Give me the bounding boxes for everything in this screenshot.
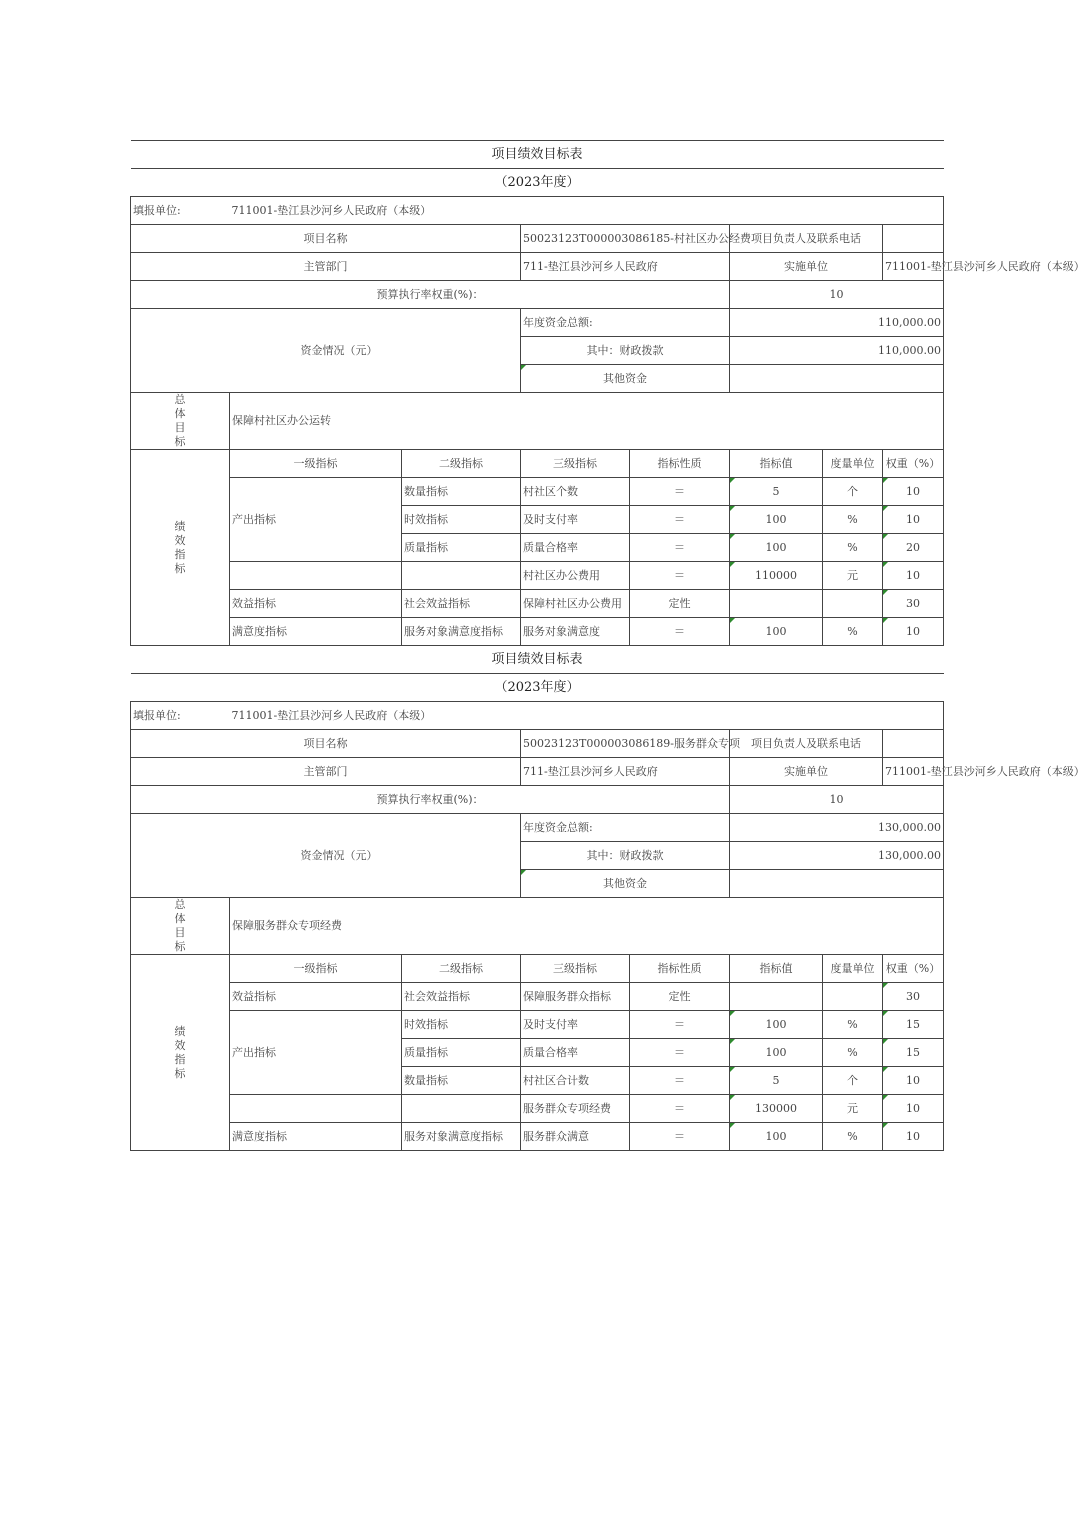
table-1-title-row xyxy=(131,141,944,169)
table-1-row-1-nature: ＝ xyxy=(630,478,730,506)
table-1-impl-label: 实施单位 xyxy=(730,253,883,281)
table-1-goal-label: 总体目标 xyxy=(131,393,230,450)
table-2-row-2-nature: ＝ xyxy=(630,1011,730,1039)
table-2-row-2-value: 100 xyxy=(730,1011,823,1039)
table-2-row-3-value: 100 xyxy=(730,1039,823,1067)
table-2-row-5-l1 xyxy=(230,1095,402,1123)
table-1-row-6-unit: % xyxy=(823,618,883,646)
table-1-budget-row xyxy=(131,281,944,309)
performance-target-table xyxy=(130,140,1085,1151)
table-1-row-6-weight: 10 xyxy=(883,618,944,646)
table-2-row-5-l2 xyxy=(402,1095,521,1123)
table-2-budget-weight-label: 预算执行率权重(%)： xyxy=(131,786,730,814)
table-1-row-1-weight: 10 xyxy=(883,478,944,506)
table-row xyxy=(131,1095,944,1123)
table-1-dept-label: 主管部门 xyxy=(131,253,521,281)
table-2-row-1-l2: 社会效益指标 xyxy=(402,983,521,1011)
table-1-row-3-l2: 质量指标 xyxy=(402,534,521,562)
table-2-fiscal: 130,000.00 xyxy=(730,842,944,870)
table-2-project-name: 50023123T000003086189-服务群众专项 xyxy=(521,730,730,758)
table-2-goal-row xyxy=(131,898,944,955)
table-1-row-4-unit: 元 xyxy=(823,562,883,590)
table-2-row-5-value: 130000 xyxy=(730,1095,823,1123)
table-2-unit-row xyxy=(131,702,944,730)
table-1-fiscal: 110,000.00 xyxy=(730,337,944,365)
table-1-row-5-l2: 社会效益指标 xyxy=(402,590,521,618)
table-1-owner-value xyxy=(883,225,944,253)
table-2-row-2-weight: 15 xyxy=(883,1011,944,1039)
table-1-other xyxy=(730,365,944,393)
table-2-row-6-l1: 满意度指标 xyxy=(230,1123,402,1151)
table-1-header-l2: 二级指标 xyxy=(402,450,521,478)
table-1-row-4-weight: 10 xyxy=(883,562,944,590)
table-2-perf-header-row xyxy=(131,955,944,983)
table-row xyxy=(131,983,944,1011)
table-2-row-1-unit xyxy=(823,983,883,1011)
table-1-row-5-weight: 30 xyxy=(883,590,944,618)
table-1-row-6-value: 100 xyxy=(730,618,823,646)
table-2-header-value: 指标值 xyxy=(730,955,823,983)
table-2-title-row xyxy=(131,646,944,674)
table-1-goal: 保障村社区办公运转 xyxy=(230,393,944,450)
table-1-row-5-l3: 保障村社区办公费用 xyxy=(521,590,630,618)
table-2-annual-total: 130,000.00 xyxy=(730,814,944,842)
table-1-row-6-l2: 服务对象满意度指标 xyxy=(402,618,521,646)
table-2-owner-value xyxy=(883,730,944,758)
table-2-title: 项目绩效目标表 xyxy=(131,646,944,674)
table-1-row-3-weight: 20 xyxy=(883,534,944,562)
table-1-dept-value: 711-垫江县沙河乡人民政府 xyxy=(521,253,730,281)
table-1-row-4-nature: ＝ xyxy=(630,562,730,590)
table-1-row-4-l1 xyxy=(230,562,402,590)
table-2-budget-row xyxy=(131,786,944,814)
table-1-row-6-nature: ＝ xyxy=(630,618,730,646)
table-2-row-5-l3: 服务群众专项经费 xyxy=(521,1095,630,1123)
table-2-row-3-nature: ＝ xyxy=(630,1039,730,1067)
table-1-goal-row xyxy=(131,393,944,450)
table-1-row-5-value xyxy=(730,590,823,618)
table-1-header-value: 指标值 xyxy=(730,450,823,478)
table-2-owner-label: 项目负责人及联系电话 xyxy=(730,730,883,758)
table-1-annual-total: 110,000.00 xyxy=(730,309,944,337)
table-2-row-1-l3: 保障服务群众指标 xyxy=(521,983,630,1011)
table-2-annual-total-label: 年度资金总额: xyxy=(521,814,730,842)
table-1-header-nature: 指标性质 xyxy=(630,450,730,478)
table-1-fiscal-label: 其中：财政拨款 xyxy=(521,337,730,365)
table-row xyxy=(131,1011,944,1039)
table-1-row-5-nature: 定性 xyxy=(630,590,730,618)
table-1-row-3-nature: ＝ xyxy=(630,534,730,562)
table-2-project-row xyxy=(131,730,944,758)
table-1-perf-header-row xyxy=(131,450,944,478)
table-1-row-3-value: 100 xyxy=(730,534,823,562)
table-1-row-1-l3: 村社区个数 xyxy=(521,478,630,506)
table-2-row-4-nature: ＝ xyxy=(630,1067,730,1095)
table-2-row-5-unit: 元 xyxy=(823,1095,883,1123)
table-2-impl-label: 实施单位 xyxy=(730,758,883,786)
table-2-row-4-weight: 10 xyxy=(883,1067,944,1095)
table-2-row-2-l2: 时效指标 xyxy=(402,1011,521,1039)
table-2-dept-value: 711-垫江县沙河乡人民政府 xyxy=(521,758,730,786)
table-1-row-2-unit: % xyxy=(823,506,883,534)
table-row xyxy=(131,1123,944,1151)
table-2-row-output-l1: 产出指标 xyxy=(230,1011,402,1095)
table-1-row-6-l1: 满意度指标 xyxy=(230,618,402,646)
table-1-row-output-l1: 产出指标 xyxy=(230,478,402,562)
table-1-unit-label: 填报单位: xyxy=(131,197,230,225)
table-1-project-name: 50023123T000003086185-村社区办公经费 xyxy=(521,225,730,253)
table-2-header-l3: 三级指标 xyxy=(521,955,630,983)
table-2-row-5-weight: 10 xyxy=(883,1095,944,1123)
table-1-funds-row-1 xyxy=(131,309,944,337)
table-2-unit-label: 填报单位: xyxy=(131,702,230,730)
table-2-other-label: 其他资金 xyxy=(521,870,730,898)
table-1-dept-row xyxy=(131,253,944,281)
table-1-year-row xyxy=(131,169,944,197)
table-1-project-name-label: 项目名称 xyxy=(131,225,521,253)
table-2-row-6-nature: ＝ xyxy=(630,1123,730,1151)
table-1-owner-label: 项目负责人及联系电话 xyxy=(730,225,883,253)
table-2-row-3-weight: 15 xyxy=(883,1039,944,1067)
table-2-row-3-l3: 质量合格率 xyxy=(521,1039,630,1067)
table-row xyxy=(131,478,944,506)
table-2-row-4-l3: 村社区合计数 xyxy=(521,1067,630,1095)
table-2-dept-row xyxy=(131,758,944,786)
table-1-row-2-value: 100 xyxy=(730,506,823,534)
table-2-row-1-nature: 定性 xyxy=(630,983,730,1011)
table-row xyxy=(131,562,944,590)
table-1-perf-label: 绩效指标 xyxy=(131,450,230,646)
table-2-row-6-value: 100 xyxy=(730,1123,823,1151)
table-1-row-4-value: 110000 xyxy=(730,562,823,590)
table-2-header-l2: 二级指标 xyxy=(402,955,521,983)
table-1-header-l3: 三级指标 xyxy=(521,450,630,478)
table-1-project-row xyxy=(131,225,944,253)
table-2-row-3-unit: % xyxy=(823,1039,883,1067)
table-1-row-5-unit xyxy=(823,590,883,618)
table-1-header-l1: 一级指标 xyxy=(230,450,402,478)
table-2-other xyxy=(730,870,944,898)
table-2-row-6-unit: % xyxy=(823,1123,883,1151)
table-2-dept-label: 主管部门 xyxy=(131,758,521,786)
table-1-row-3-unit: % xyxy=(823,534,883,562)
table-1-budget-weight-label: 预算执行率权重(%)： xyxy=(131,281,730,309)
table-2-perf-label: 绩效指标 xyxy=(131,955,230,1151)
table-2-year: （2023年度） xyxy=(131,674,944,702)
table-2-row-3-l2: 质量指标 xyxy=(402,1039,521,1067)
table-1-header-weight: 权重（%） xyxy=(883,450,944,478)
table-2-row-1-weight: 30 xyxy=(883,983,944,1011)
table-2-row-6-weight: 10 xyxy=(883,1123,944,1151)
table-2-row-4-value: 5 xyxy=(730,1067,823,1095)
table-1-row-1-l2: 数量指标 xyxy=(402,478,521,506)
table-2-row-4-unit: 个 xyxy=(823,1067,883,1095)
table-2-header-weight: 权重（%） xyxy=(883,955,944,983)
table-2-row-6-l2: 服务对象满意度指标 xyxy=(402,1123,521,1151)
table-1-row-4-l3: 村社区办公费用 xyxy=(521,562,630,590)
table-2-funds-label: 资金情况（元） xyxy=(131,814,521,898)
table-2-row-6-l3: 服务群众满意 xyxy=(521,1123,630,1151)
table-1-other-label: 其他资金 xyxy=(521,365,730,393)
table-1-year: （2023年度） xyxy=(131,169,944,197)
table-2-row-4-l2: 数量指标 xyxy=(402,1067,521,1095)
table-2-funds-row-1 xyxy=(131,814,944,842)
table-2-impl-value: 711001-垫江县沙河乡人民政府（本级） xyxy=(883,758,944,786)
table-2-row-5-nature: ＝ xyxy=(630,1095,730,1123)
table-1-row-2-l3: 及时支付率 xyxy=(521,506,630,534)
table-1-budget-weight: 10 xyxy=(730,281,944,309)
table-2-goal-label: 总体目标 xyxy=(131,898,230,955)
table-1-unit-row xyxy=(131,197,944,225)
table-2-header-unit: 度量单位 xyxy=(823,955,883,983)
table-1-row-4-l2 xyxy=(402,562,521,590)
table-1-impl-value: 711001-垫江县沙河乡人民政府（本级） xyxy=(883,253,944,281)
table-2-header-nature: 指标性质 xyxy=(630,955,730,983)
table-2-row-1-l1: 效益指标 xyxy=(230,983,402,1011)
table-1-row-2-l2: 时效指标 xyxy=(402,506,521,534)
table-1-row-3-l3: 质量合格率 xyxy=(521,534,630,562)
table-2-header-l1: 一级指标 xyxy=(230,955,402,983)
table-1-title: 项目绩效目标表 xyxy=(131,141,944,169)
table-1-row-2-weight: 10 xyxy=(883,506,944,534)
table-1-row-1-unit: 个 xyxy=(823,478,883,506)
table-2-year-row xyxy=(131,674,944,702)
table-row xyxy=(131,618,944,646)
table-row xyxy=(131,590,944,618)
table-1-unit-value: 711001-垫江县沙河乡人民政府（本级） xyxy=(230,197,944,225)
table-2-fiscal-label: 其中：财政拨款 xyxy=(521,842,730,870)
performance-target-sheet xyxy=(130,140,1085,1151)
table-1-header-unit: 度量单位 xyxy=(823,450,883,478)
table-1-annual-total-label: 年度资金总额: xyxy=(521,309,730,337)
table-1-row-2-nature: ＝ xyxy=(630,506,730,534)
table-2-row-2-l3: 及时支付率 xyxy=(521,1011,630,1039)
table-1-row-1-value: 5 xyxy=(730,478,823,506)
table-1-row-6-l3: 服务对象满意度 xyxy=(521,618,630,646)
table-2-project-name-label: 项目名称 xyxy=(131,730,521,758)
table-2-goal: 保障服务群众专项经费 xyxy=(230,898,944,955)
table-1-row-5-l1: 效益指标 xyxy=(230,590,402,618)
table-2-row-2-unit: % xyxy=(823,1011,883,1039)
table-2-budget-weight: 10 xyxy=(730,786,944,814)
table-2-unit-value: 711001-垫江县沙河乡人民政府（本级） xyxy=(230,702,944,730)
table-1-funds-label: 资金情况（元） xyxy=(131,309,521,393)
table-2-row-1-value xyxy=(730,983,823,1011)
